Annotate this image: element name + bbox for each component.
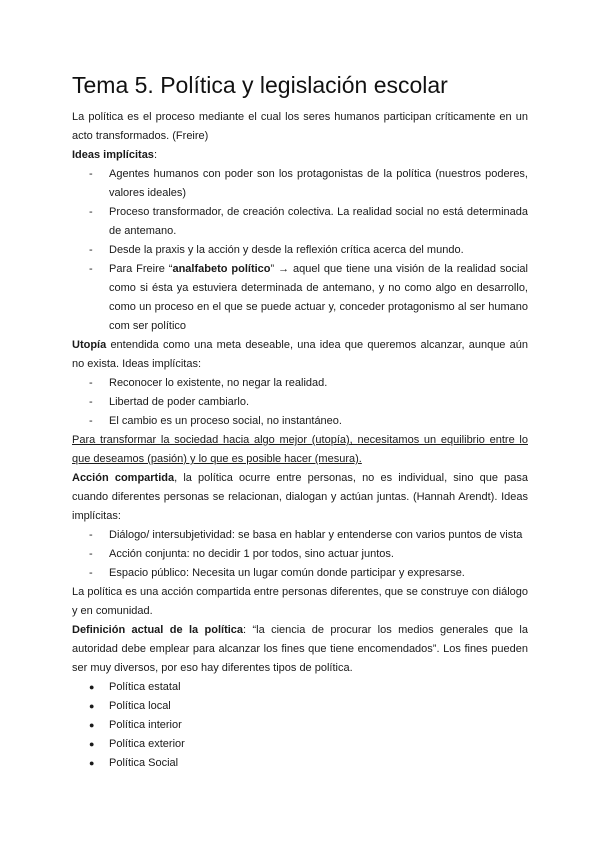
page-title: Tema 5. Política y legislación escolar bbox=[72, 72, 448, 98]
list-item: - Agentes humanos con poder son los protagonistas de la política (nuestros poderes, valores ideales) bbox=[72, 165, 528, 203]
ideas-heading-colon: : bbox=[153, 149, 157, 161]
freire-post: ” → aquel que tiene una visión de la realidad social como si ésta ya estuviera determinada de antemano, y no como algo en desarrollo, como un proceso en el que se puede actuar y, conceder protagonismo al ser humano com ser político bbox=[109, 263, 528, 332]
list-item: ● Política estatal bbox=[72, 678, 528, 697]
politica-types-list bbox=[72, 678, 528, 773]
list-item: - El cambio es un proceso social, no instantáneo. bbox=[72, 412, 528, 431]
list-item: - Espacio público: Necesita un lugar común donde participar y expresarse. bbox=[72, 564, 528, 583]
list-item: - Diálogo/ intersubjetividad: se basa en hablar y entenderse con varios puntos de vista bbox=[72, 526, 528, 545]
list-item-freire bbox=[72, 260, 528, 336]
freire-term: analfabeto político bbox=[172, 263, 271, 275]
list-item: ● Política exterior bbox=[72, 735, 528, 754]
utopia-term: Utopía bbox=[72, 339, 107, 351]
list-item: - Desde la praxis y la acción y desde la reflexión crítica acerca del mundo. bbox=[72, 241, 528, 260]
definicion-text: : “la ciencia de procurar los medios generales que la autoridad debe emplear para alcanzar los fines que tiene encomendados”. Los fines pueden ser muy diversos, por eso hay diferentes tipos de política. bbox=[72, 624, 528, 674]
accion-summary: La política es una acción compartida entre personas diferentes, que se construye con diálogo y en comunidad. bbox=[72, 586, 528, 617]
utopia-balance: Para transformar la sociedad hacia algo mejor (utopía), necesitamos un equilibrio entre lo que deseamos (pasión) y lo que es posible hacer (mesura). bbox=[72, 434, 528, 465]
intro-paragraph: La política es el proceso mediante el cual los seres humanos participan críticamente en un acto transformados. (Freire) bbox=[72, 111, 528, 142]
accion-paragraph bbox=[72, 469, 528, 526]
list-item: ● Política Social bbox=[72, 754, 528, 773]
ideas-list bbox=[72, 165, 528, 336]
list-item: - Proceso transformador, de creación colectiva. La realidad social no está determinada de antemano. bbox=[72, 203, 528, 241]
accion-term: Acción compartida bbox=[72, 472, 175, 484]
list-item: ● Política interior bbox=[72, 716, 528, 735]
list-item: - Acción conjunta: no decidir 1 por todos, sino actuar juntos. bbox=[72, 545, 528, 564]
ideas-heading: Ideas implícitas bbox=[72, 149, 154, 161]
utopia-list bbox=[72, 374, 528, 431]
accion-text: , la política ocurre entre personas, no es individual, sino que pasa cuando diferentes personas se relacionan, dialogan y actúan juntas. (Hannah Arendt). Ideas implícitas: bbox=[72, 472, 528, 522]
list-item: - Reconocer lo existente, no negar la realidad. bbox=[72, 374, 528, 393]
list-item: - Libertad de poder cambiarlo. bbox=[72, 393, 528, 412]
list-item: ● Política local bbox=[72, 697, 528, 716]
accion-list bbox=[72, 526, 528, 583]
freire-pre: Para Freire “ bbox=[109, 263, 173, 275]
utopia-paragraph bbox=[72, 336, 528, 374]
definicion-term: Definición actual de la política bbox=[72, 624, 244, 636]
ideas-heading-line bbox=[72, 146, 528, 165]
utopia-text: entendida como una meta deseable, una idea que queremos alcanzar, aunque aún no exista. Ideas implícitas: bbox=[72, 339, 528, 370]
definicion-paragraph bbox=[72, 621, 528, 678]
